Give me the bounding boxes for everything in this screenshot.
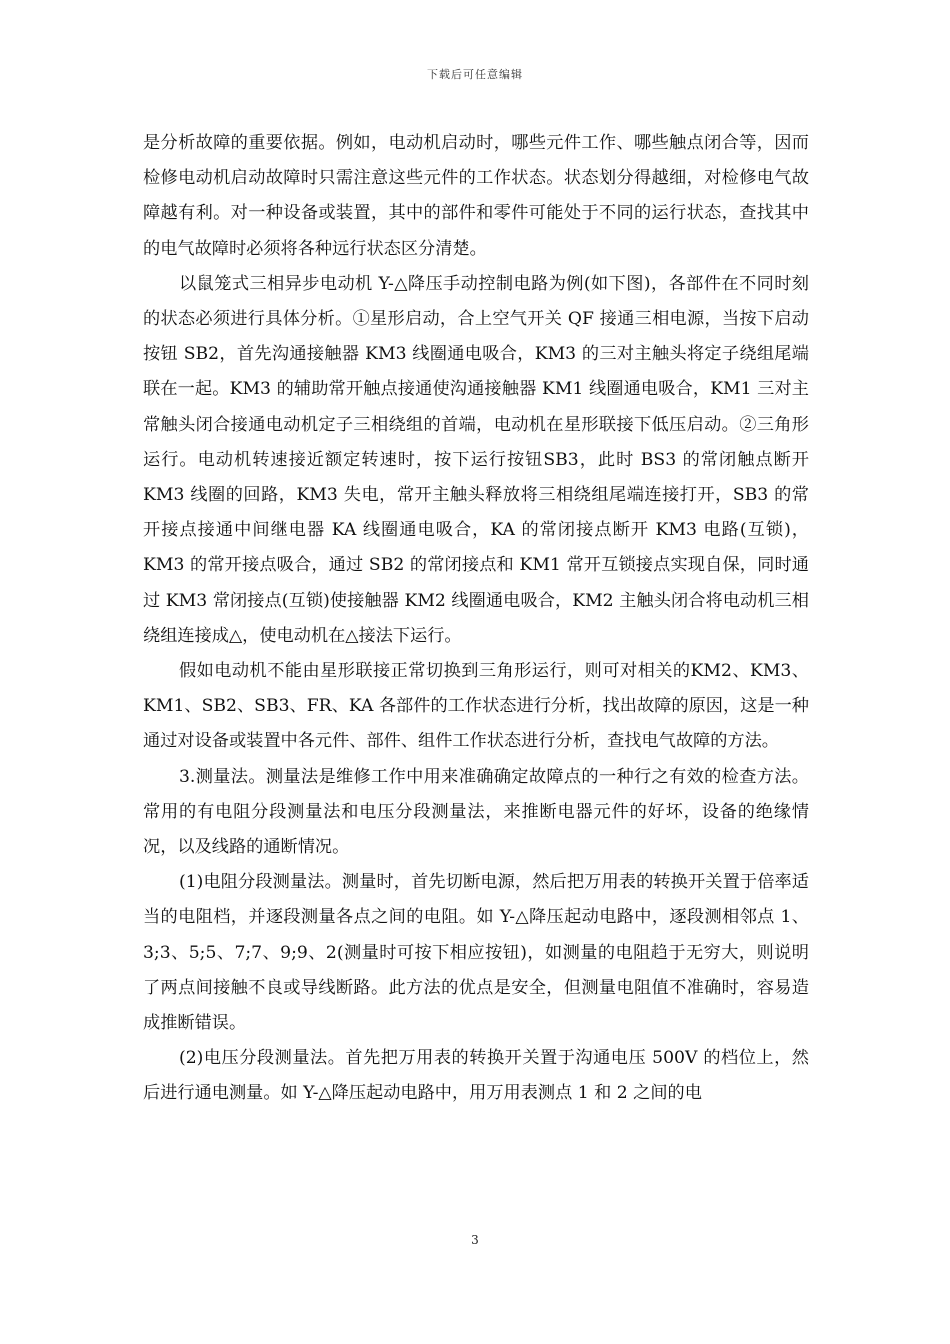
paragraph-y-delta-example: 以鼠笼式三相异步电动机 Y-△降压手动控制电路为例(如下图)，各部件在不同时刻的状态必须进行具体分析。①星形启动，合上空气开关 QF 接通三相电源，当按下启动按钮 SB2，首先沟通接触器 KM3 线圈通电吸合，KM3 的三对主触头将定子绕组尾端联在一起。KM3 的辅助常开触点接通使沟通接触器 KM1 线圈通电吸合，KM1 三对主常触头闭合接通电动机定子三相绕组的首端，电动机在星形联接下低压启动。②三角形运行。电动机转速接近额定转速时，按下运行按钮SB3，此时 BS3 的常闭触点断开 KM3 线圈的回路，KM3 失电，常开主触头释放将三相绕组尾端连接打开，SB3 的常开接点接通中间继电器 KA 线圈通电吸合，KA 的常闭接点断开 KM3 电路(互锁)，KM3 的常开接点吸合，通过 SB2 的常闭接点和 KM1 常开互锁接点实现自保，同时通过 KM3 常闭接点(互锁)使接触器 KM2 线圈通电吸合，KM2 主触头闭合将电动机三相绕组连接成△，使电动机在△接法下运行。 — [143, 273, 809, 646]
page-number: 3 — [471, 1233, 479, 1247]
paragraph-measurement-method: 3.测量法。测量法是维修工作中用来准确确定故障点的一种行之有效的检查方法。常用的有电阻分段测量法和电压分段测量法，来推断电器元件的好坏，设备的绝缘情况，以及线路的通断情况。 — [143, 766, 809, 858]
paragraph-status-analysis: 是分析故障的重要依据。例如，电动机启动时，哪些元件工作、哪些触点闭合等，因而检修电动机启动故障时只需注意这些元件的工作状态。状态划分得越细，对检修电气故障越有利。对一种设备或装置，其中的部件和零件可能处于不同的运行状态，查找其中的电气故障时必须将各种远行状态区分清楚。 — [143, 133, 809, 259]
page-header: 下载后可任意编辑 — [427, 68, 523, 81]
paragraph-fault-analysis: 假如电动机不能由星形联接正常切换到三角形运行，则可对相关的KM2、KM3、KM1、SB2、SB3、FR、KA 各部件的工作状态进行分析，找出故障的原因，这是一种通过对设备或装置中各元件、部件、组件工作状态进行分析，查找电气故障的方法。 — [143, 661, 809, 752]
document-body — [143, 126, 809, 1112]
paragraph-voltage-measurement: (2)电压分段测量法。首先把万用表的转换开关置于沟通电压 500V 的档位上，然后进行通电测量。如 Y-△降压起动电路中，用万用表测点 1 和 2 之间的电 — [143, 1048, 809, 1104]
paragraph-resistance-measurement: (1)电阻分段测量法。测量时，首先切断电源，然后把万用表的转换开关置于倍率适当的电阻档，并逐段测量各点之间的电阻。如 Y-△降压起动电路中，逐段测相邻点 1、3;3、5;5、7;7、9;9、2(测量时可按下相应按钮)，如测量的电阻趋于无穷大，则说明了两点间接触不良或导线断路。此方法的优点是安全，但测量电阻值不准确时，容易造成推断错误。 — [143, 872, 809, 1034]
